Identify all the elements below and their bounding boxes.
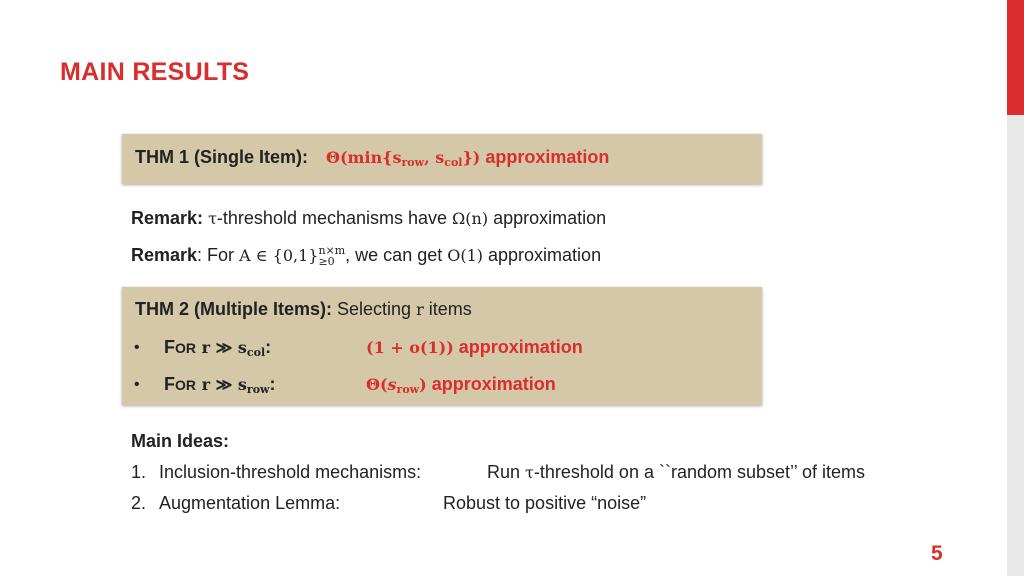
idea2-number: 2. [131,493,147,513]
page-number: 5 [931,542,943,565]
remark2-label: Remark [131,245,198,265]
thm1-line [135,147,609,169]
thm2-text2: items [423,299,472,319]
idea2-description: Robust to positive “noise” [443,493,647,513]
thm2-row2-condition: FOR r ≫ $s_{row}$: [164,374,276,396]
remark1-tau: τ [208,209,217,228]
idea1-number: 1. [131,462,147,482]
main-ideas-heading: Main Ideas: [131,431,230,451]
thm1-label: THM 1 (Single Item): [135,147,309,167]
thm2-row1-result: (1 + o(1)) approximation [366,337,583,357]
slide-title: MAIN RESULTS [60,58,250,86]
thm1-math: $\Theta(\min\{s_{row}$, $s_{col}$}) [326,148,481,169]
remark1-line [131,208,606,229]
thm1-suffix: approximation [480,147,610,167]
thm2-r: r [416,300,424,319]
remark1-text2: approximation [488,208,607,228]
thm2-row2-result: $\Theta(s_{row})$ approximation [366,374,556,396]
idea2-name: Augmentation Lemma: [159,493,341,513]
thm2-row2-bullet: • [134,376,140,393]
thm2-row1-bullet: • [134,339,140,356]
remark2-supsub: n×m ≥0 [318,244,346,269]
remark1-omega: Ω(n) [452,209,489,228]
side-accent-red [1007,0,1024,115]
remark2-text2: , we can get [345,245,448,265]
remark1-text1: -threshold mechanisms have [216,208,453,228]
idea1-name: Inclusion-threshold mechanisms: [159,462,422,482]
remark2-line [131,245,601,267]
thm2-label: THM 2 (Multiple Items): [135,299,332,319]
remark2-math-o: O(1) [447,246,484,265]
idea1-description: Run τ-threshold on a ``random subset’’ of items [487,462,866,482]
thm2-row1-condition: FOR r ≫ $s_{col}$: [164,337,272,359]
remark2-text1: : For [197,245,240,265]
thm2-header [135,299,472,320]
thm2-text1: Selecting [332,299,417,319]
remark2-text3: approximation [483,245,602,265]
remark1-label: Remark: [131,208,204,228]
remark2-math-a: A ∈ {0,1} [239,246,319,265]
